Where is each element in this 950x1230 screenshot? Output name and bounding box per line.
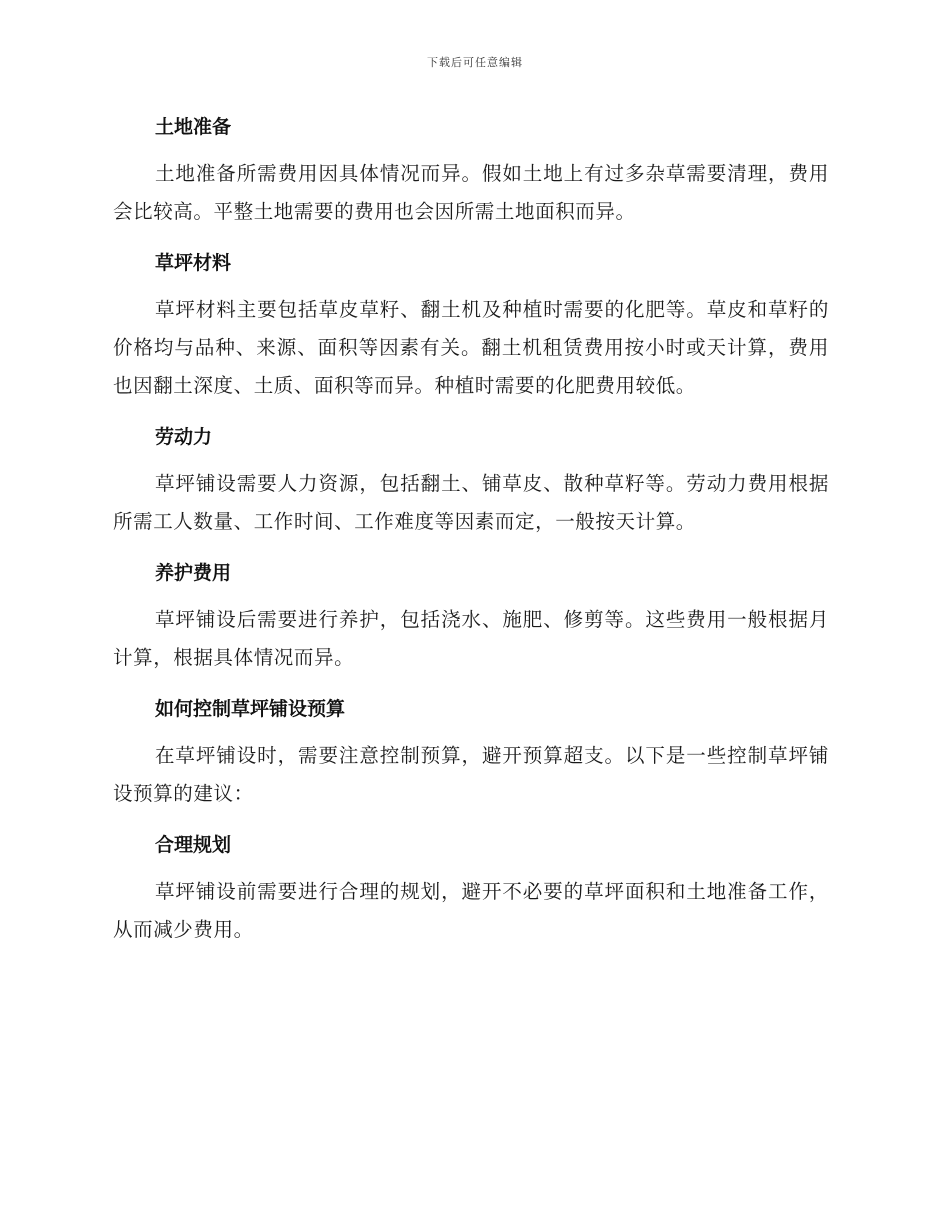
section-maintenance-cost [113,553,829,677]
section-paragraph: 草坪铺设前需要进行合理的规划，避开不必要的草坪面积和土地准备工作，从而减少费用。 [113,880,829,941]
section-land-preparation [113,107,829,231]
section-heading: 劳动力 [155,426,213,448]
section-lawn-materials [113,243,829,405]
section-paragraph: 草坪铺设后需要进行养护，包括浇水、施肥、修剪等。这些费用一般根据月计算，根据具体情况而异。 [113,608,829,669]
section-reasonable-planning [113,825,829,949]
section-heading: 养护费用 [155,562,232,584]
section-paragraph: 草坪铺设需要人力资源，包括翻土、铺草皮、散种草籽等。劳动力费用根据所需工人数量、工作时间、工作难度等因素而定，一般按天计算。 [113,472,829,533]
section-heading: 如何控制草坪铺设预算 [155,698,346,720]
section-heading: 合理规划 [155,834,232,856]
section-paragraph: 在草坪铺设时，需要注意控制预算，避开预算超支。以下是一些控制草坪铺设预算的建议： [113,744,829,805]
section-budget-control [113,689,829,813]
section-paragraph: 草坪材料主要包括草皮草籽、翻土机及种植时需要的化肥等。草皮和草籽的价格均与品种、来源、面积等因素有关。翻土机租赁费用按小时或天计算，费用也因翻土深度、土质、面积等而异。种植时需要的化肥费用较低。 [113,298,829,397]
document-body [113,107,829,961]
section-labor [113,417,829,541]
page-header: 下载后可任意编辑 [427,56,523,69]
section-paragraph: 土地准备所需费用因具体情况而异。假如土地上有过多杂草需要清理，费用会比较高。平整土地需要的费用也会因所需土地面积而异。 [113,162,829,223]
section-heading: 草坪材料 [155,252,232,274]
section-heading: 土地准备 [155,116,232,138]
